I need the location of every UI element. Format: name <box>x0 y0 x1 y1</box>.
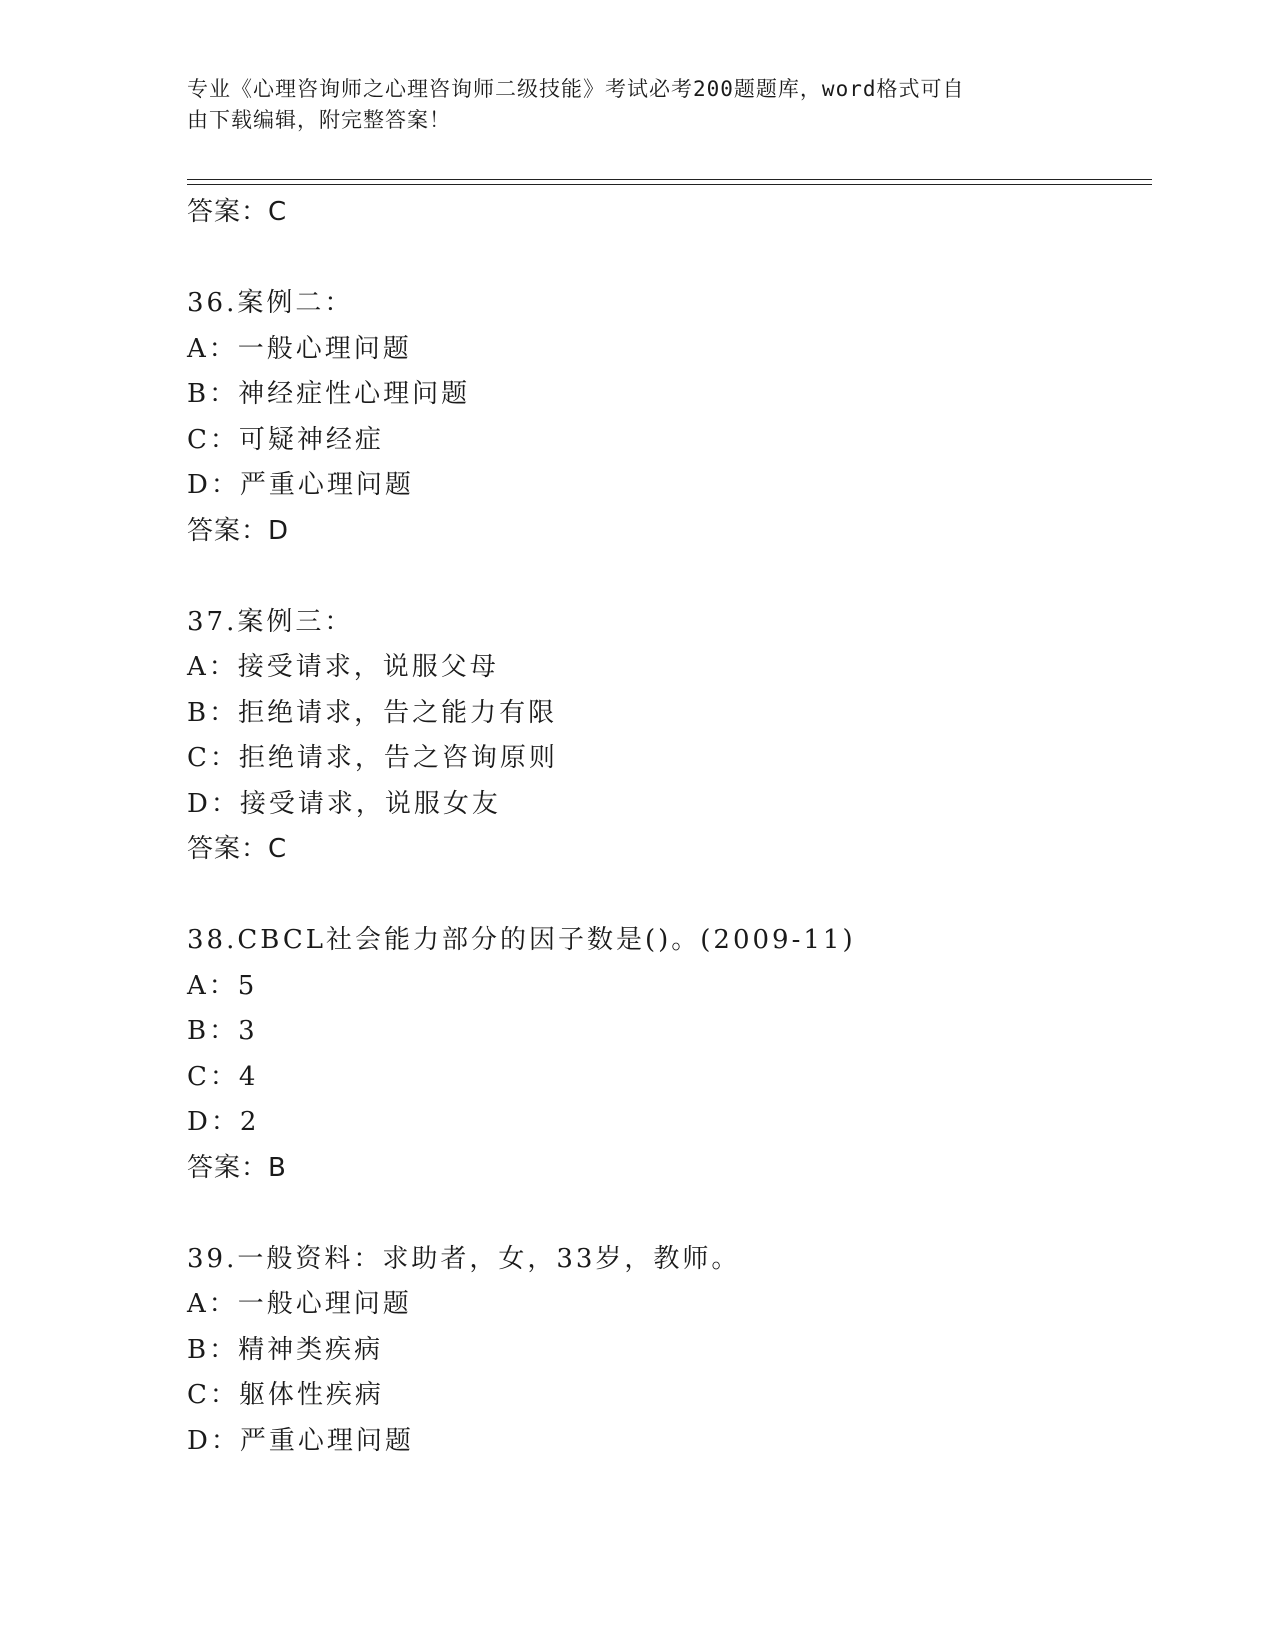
option-c: C：拒绝请求，告之咨询原则 <box>187 743 558 773</box>
question-38-text: 38.CBCL社会能力部分的因子数是()。(2009-11) <box>187 925 856 955</box>
answer-36: 答案：D <box>187 515 290 546</box>
spacer <box>187 236 1147 282</box>
option-c: C：躯体性疾病 <box>187 1380 384 1410</box>
option-a: A：一般心理问题 <box>187 333 412 364</box>
spacer <box>187 554 1147 600</box>
document-body <box>187 190 1147 1464</box>
spacer <box>187 1191 1147 1237</box>
header-line-2: 由下载编辑，附完整答案！ <box>187 108 451 132</box>
answer-35: 答案：C <box>187 197 288 227</box>
option-d: D：严重心理问题 <box>187 1425 414 1456</box>
option-c: C：4 <box>187 1061 259 1092</box>
document-header <box>187 74 1067 136</box>
option-b: B：精神类疾病 <box>187 1334 384 1365</box>
header-line-1: 专业《心理咨询师之心理咨询师二级技能》考试必考200题题库，word格式可自 <box>187 77 965 101</box>
option-b: B：拒绝请求，告之能力有限 <box>187 697 558 728</box>
question-36-text: 36.案例二： <box>187 288 354 318</box>
option-d: D：接受请求，说服女友 <box>187 788 501 819</box>
header-divider-top <box>187 179 1152 180</box>
option-c: C：可疑神经症 <box>187 424 384 455</box>
question-36 <box>187 281 1147 554</box>
question-37 <box>187 600 1147 873</box>
question-39-text: 39.一般资料：求助者，女，33岁，教师。 <box>187 1243 741 1274</box>
answer-37: 答案：C <box>187 834 288 864</box>
spacer <box>187 873 1147 919</box>
question-39 <box>187 1237 1147 1465</box>
question-37-text: 37.案例三： <box>187 606 354 637</box>
question-38 <box>187 918 1147 1191</box>
option-a: A：5 <box>187 970 258 1001</box>
option-b: B：神经症性心理问题 <box>187 379 471 409</box>
answer-38: 答案：B <box>187 1152 287 1183</box>
option-d: D：2 <box>187 1107 260 1137</box>
option-a: A：接受请求，说服父母 <box>187 652 499 682</box>
option-b: B：3 <box>187 1016 258 1046</box>
header-divider-bottom <box>187 184 1152 185</box>
option-d: D：严重心理问题 <box>187 470 414 500</box>
option-a: A：一般心理问题 <box>187 1289 412 1319</box>
